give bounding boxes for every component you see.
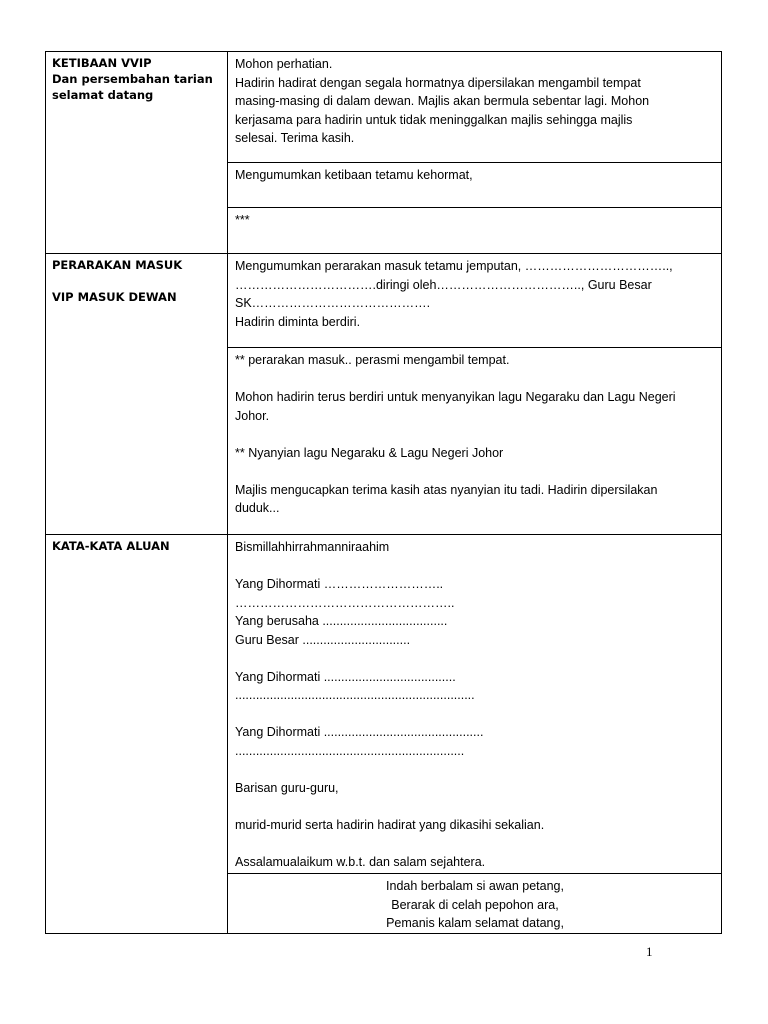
text-line: Assalamualaikum w.b.t. dan salam sejahtera. xyxy=(235,854,486,869)
ketibaan-marker-cell xyxy=(228,208,722,254)
text-line: Majlis mengucapkan terima kasih atas nyanyian itu tadi. Hadirin dipersilakan xyxy=(235,482,658,497)
text-line: Hadirin hadirat dengan segala hormatnya dipersilakan mengambil tempat xyxy=(235,75,641,90)
text-line: *** xyxy=(235,213,250,227)
text-line: Yang Dihormati ...................................... xyxy=(235,669,456,684)
perarakan-anthem-cell xyxy=(228,348,722,535)
text-line: kerjasama para hadirin untuk tidak meninggalkan majlis sehingga majlis xyxy=(235,112,633,127)
text-line: masing-masing di dalam dewan. Majlis akan bermula sebentar lagi. Mohon xyxy=(235,94,650,108)
text-line: Bismillahhirrahmanniraahim xyxy=(235,540,390,554)
text-line: Mengumumkan ketibaan tetamu kehormat, xyxy=(235,168,473,182)
ketibaan-guest-cell xyxy=(228,163,722,208)
perarakan-announcement-cell xyxy=(228,254,722,348)
text-line: .................................................................. xyxy=(235,743,465,758)
label-line: KATA-KATA ALUAN xyxy=(52,539,170,553)
ketibaan-announcement-cell xyxy=(228,52,722,163)
label-line: Dan persembahan tarian xyxy=(52,72,213,86)
label-line: KETIBAAN VVIP xyxy=(52,56,152,70)
ketibaan-label-cell xyxy=(46,52,228,254)
text-line: Yang Dihormati .............................................. xyxy=(235,725,484,739)
alu-aluan-label-cell xyxy=(46,535,228,934)
label-line: PERARAKAN MASUK xyxy=(52,258,183,272)
pantun-line: Berarak di celah pepohon ara, xyxy=(391,897,559,912)
label-line: selamat datang xyxy=(52,88,154,102)
text-line: SK……………………………………. xyxy=(235,296,431,310)
text-line: Guru Besar ............................... xyxy=(235,632,411,647)
text-line: Mohon perhatian. xyxy=(235,57,333,71)
perarakan-label-cell xyxy=(46,254,228,535)
alu-aluan-greeting-cell xyxy=(228,535,722,874)
page-number: 1 xyxy=(646,944,653,959)
text-line: ** perarakan masuk.. perasmi mengambil tempat. xyxy=(235,353,510,367)
text-line: …………………………………………….. xyxy=(235,595,455,610)
text-line: murid-murid serta hadirin hadirat yang dikasihi sekalian. xyxy=(235,817,545,832)
table-row xyxy=(46,254,722,348)
text-line: Barisan guru-guru, xyxy=(235,780,339,795)
table-row xyxy=(46,52,722,163)
table-row xyxy=(46,535,722,874)
text-line: Yang Dihormati ……………………….. xyxy=(235,577,444,591)
text-line: Johor. xyxy=(235,408,270,423)
text-line: Yang berusaha .................................... xyxy=(235,614,448,628)
label-line: VIP MASUK DEWAN xyxy=(52,290,177,304)
text-line: …………………………….diringi oleh…………………………….., Guru Besar xyxy=(235,277,652,292)
pantun-line: Pemanis kalam selamat datang, xyxy=(386,916,564,930)
text-line: Hadirin diminta berdiri. xyxy=(235,314,361,329)
text-line: Mohon hadirin terus berdiri untuk menyanyikan lagu Negaraku dan Lagu Negeri xyxy=(235,390,676,404)
text-line: duduk... xyxy=(235,501,280,515)
text-line: ..................................................................... xyxy=(235,688,475,702)
program-table xyxy=(45,51,722,934)
pantun-cell xyxy=(228,874,722,934)
text-line: ** Nyanyian lagu Negaraku & Lagu Negeri Johor xyxy=(235,445,504,460)
pantun-line: Indah berbalam si awan petang, xyxy=(386,879,564,893)
text-line: selesai. Terima kasih. xyxy=(235,131,355,145)
text-line: Mengumumkan perarakan masuk tetamu jemputan, …………………………….., xyxy=(235,259,673,273)
